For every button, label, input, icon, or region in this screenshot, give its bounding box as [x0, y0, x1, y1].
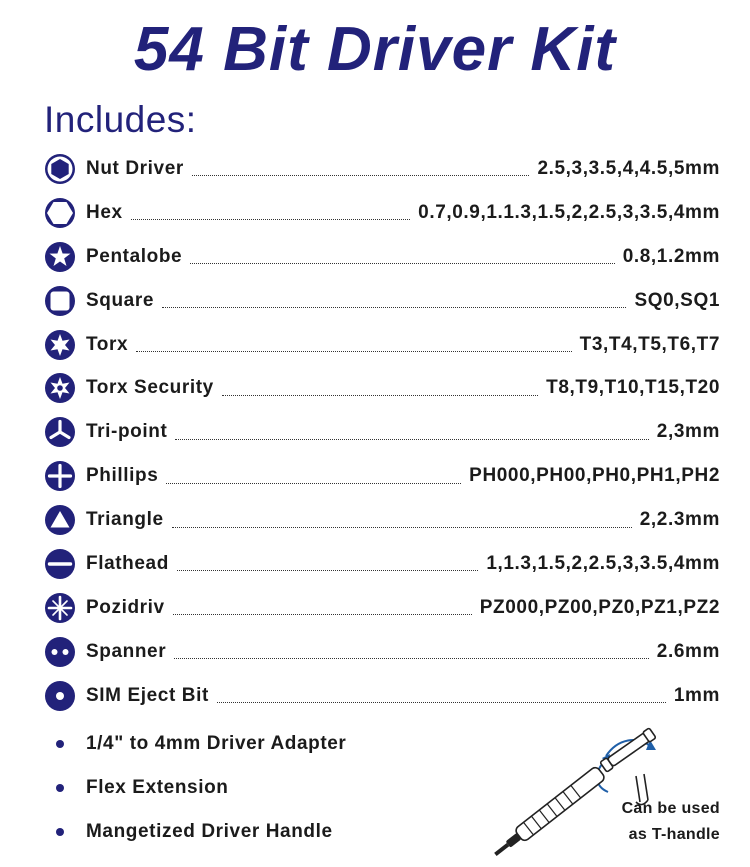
bit-sizes: 2.6mm	[656, 640, 720, 662]
bit-sizes: 0.7,0.9,1.1.3,1.5,2,2.5,3,3.5,4mm	[418, 201, 720, 223]
bit-list	[44, 147, 720, 718]
pentalobe-icon	[44, 241, 76, 273]
leader-dots	[136, 351, 571, 352]
bit-label: Pentalobe	[86, 245, 183, 267]
tri-point-icon	[44, 416, 76, 448]
bit-label: Square	[86, 289, 155, 311]
bit-sizes: 2,2.3mm	[639, 509, 720, 531]
square-icon	[44, 285, 76, 317]
leader-dots	[175, 439, 648, 440]
bit-label: Pozidriv	[86, 596, 165, 618]
page-title: 54 Bit Driver Kit	[133, 15, 617, 84]
bit-sizes: T3,T4,T5,T6,T7	[579, 333, 720, 355]
nut-driver-icon	[44, 153, 76, 185]
leader-dots	[172, 527, 632, 528]
leader-dots	[131, 219, 411, 220]
list-item-pentalobe	[44, 235, 720, 279]
t-handle-note	[560, 796, 720, 848]
bit-label: Flathead	[86, 552, 169, 574]
list-item-tri-point	[44, 410, 720, 454]
bit-sizes: T8,T9,T10,T15,T20	[546, 377, 720, 399]
bit-label: Hex	[86, 201, 123, 223]
bit-sizes: 1mm	[673, 684, 720, 706]
list-item-phillips	[44, 454, 720, 498]
includes-heading: Includes:	[44, 99, 197, 140]
torx-icon	[44, 329, 76, 361]
bit-label: SIM Eject Bit	[86, 684, 209, 706]
list-item-square	[44, 279, 720, 323]
bullet-icon	[44, 740, 76, 748]
leader-dots	[162, 307, 626, 308]
list-item-sim-eject	[44, 674, 720, 718]
list-item-flathead	[44, 542, 720, 586]
bit-sizes: PH000,PH00,PH0,PH1,PH2	[469, 465, 720, 487]
list-item-spanner	[44, 630, 720, 674]
bit-sizes: 1,1.3,1.5,2,2.5,3,3.5,4mm	[486, 552, 720, 574]
extras-list	[44, 722, 464, 854]
list-item-pozidriv	[44, 586, 720, 630]
spanner-icon	[44, 636, 76, 668]
bit-label: Phillips	[86, 465, 159, 487]
bit-sizes: 2,3mm	[656, 421, 720, 443]
list-item-extra	[44, 722, 464, 766]
note-line: Can be used	[621, 800, 720, 817]
list-item-triangle	[44, 498, 720, 542]
leader-dots	[222, 395, 538, 396]
list-item-hex	[44, 191, 720, 235]
leader-dots	[166, 483, 461, 484]
bit-label: Triangle	[86, 509, 164, 531]
bit-label: Spanner	[86, 640, 167, 662]
bit-label: Nut Driver	[86, 157, 184, 179]
bit-label: Torx	[86, 333, 129, 355]
note-line: as T-handle	[628, 826, 720, 843]
bit-sizes: PZ000,PZ00,PZ0,PZ1,PZ2	[479, 596, 720, 618]
bullet-icon	[44, 828, 76, 836]
leader-dots	[177, 570, 478, 571]
torx-security-icon	[44, 372, 76, 404]
bit-label: Tri-point	[86, 421, 168, 443]
list-item-extra	[44, 810, 464, 854]
extra-label: 1/4" to 4mm Driver Adapter	[86, 733, 347, 754]
leader-dots	[190, 263, 615, 264]
list-item-extra	[44, 766, 464, 810]
flathead-icon	[44, 548, 76, 580]
list-item-torx-security	[44, 366, 720, 410]
bit-sizes: SQ0,SQ1	[634, 289, 720, 311]
bit-label: Torx Security	[86, 377, 214, 399]
list-item-nut-driver	[44, 147, 720, 191]
leader-dots	[192, 175, 530, 176]
hex-icon	[44, 197, 76, 229]
bit-sizes: 2.5,3,3.5,4,4.5,5mm	[537, 157, 720, 179]
extra-label: Flex Extension	[86, 777, 229, 798]
extra-label: Mangetized Driver Handle	[86, 821, 333, 842]
bullet-icon	[44, 784, 76, 792]
pozidriv-icon	[44, 592, 76, 624]
bit-sizes: 0.8,1.2mm	[622, 245, 720, 267]
phillips-icon	[44, 460, 76, 492]
triangle-icon	[44, 504, 76, 536]
sim-eject-icon	[44, 680, 76, 712]
leader-dots	[217, 702, 666, 703]
leader-dots	[173, 614, 472, 615]
leader-dots	[174, 658, 649, 659]
list-item-torx	[44, 323, 720, 367]
